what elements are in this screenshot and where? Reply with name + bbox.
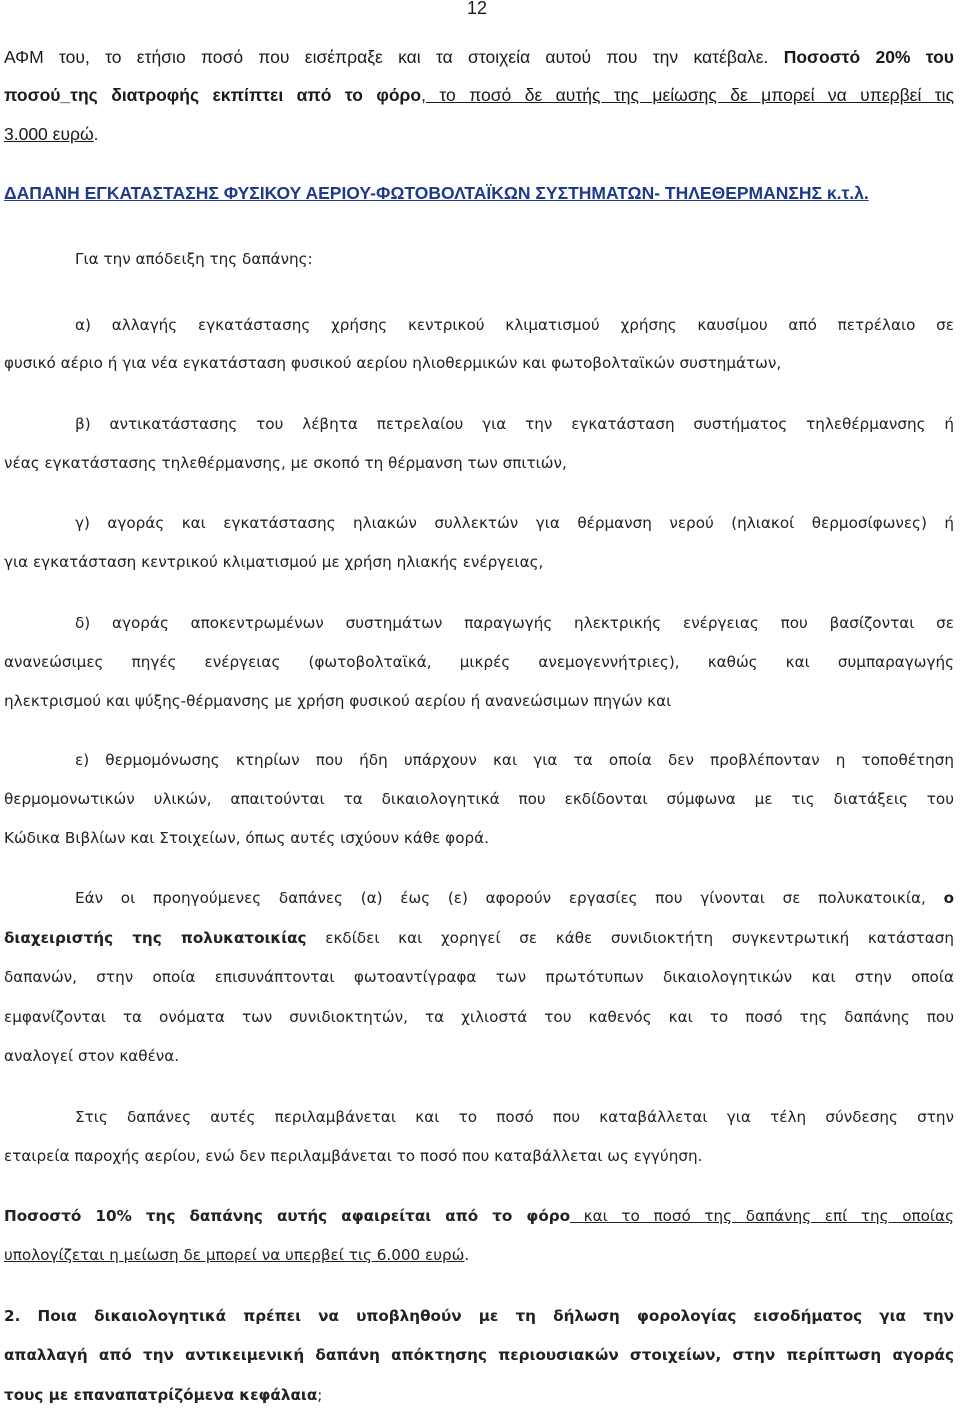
multiunit-line-2-text: εκδίδει και χορηγεί σε κάθε συνιδιοκτήτη συγκεντρωτική κατάσταση [325, 929, 954, 947]
item-a-line-1: α) αλλαγής εγκατάστασης χρήσης κεντρικού κλιματισμού χρήσης καυσίμου από πετρέλαιο σε [75, 316, 954, 334]
item-d-line-2: ανανεώσιμες πηγές ενέργειας (φωτοβολταϊκά, μικρές ανεμογεννήτριες), καθώς και συμπαραγωγής [4, 653, 954, 671]
percent10-line-2-underlined: υπολογίζεται η μείωση δε μπορεί να υπερβεί τις 6.000 ευρώ [4, 1246, 465, 1264]
multiunit-line-1 [4, 887, 954, 909]
percent10-line-1-bold: Ποσοστό 10% της δαπάνης αυτής αφαιρείται από το φόρο [4, 1207, 571, 1225]
item-e-line-3: Κώδικα Βιβλίων και Στοιχείων, όπως αυτές ισχύουν κάθε φορά. [4, 829, 489, 847]
question2-line-2: απαλλαγή από την αντικειμενική δαπάνη απόκτησης περιουσιακών στοιχείων, στην περίπτωση αγοράς [4, 1346, 954, 1364]
item-d-line-1: δ) αγοράς αποκεντρωμένων συστημάτων παραγωγής ηλεκτρικής ενέργειας που βασίζονται σε [75, 614, 954, 632]
percent10-line-1-underlined: και το ποσό της δαπάνης επί της οποίας [570, 1207, 954, 1225]
item-e-line-2: θερμομονωτικών υλικών, απαιτούνται τα δικαιολογητικά που εκδίδονται σύμφωνα με τις διατάξεις του [4, 790, 954, 808]
item-e-line-1: ε) θερμομόνωσης κτηρίων που ήδη υπάρχουν και για τα οποία δεν προβλέπονταν η τοποθέτηση [75, 751, 954, 769]
section-heading [4, 182, 954, 204]
proof-intro: Για την απόδειξη της δαπάνης: [75, 250, 313, 268]
item-b-line-1: β) αντικατάστασης του λέβητα πετρελαίου για την εγκατάσταση συστήματος τηλεθέρμανσης ή [75, 415, 954, 433]
multiunit-line-2-bold: διαχειριστής της πολυκατοικίας [4, 929, 307, 947]
multiunit-line-1-text: Εάν οι προηγούμενες δαπάνες (α) έως (ε) αφορούν εργασίες που γίνονται σε πολυκατοικία, [75, 889, 926, 907]
connection-line-1: Στις δαπάνες αυτές περιλαμβάνεται και το ποσό που καταβάλλεται για τέλη σύνδεσης στην [75, 1108, 954, 1126]
item-c-line-1: γ) αγοράς και εγκατάστασης ηλιακών συλλεκτών για θέρμανση νερού (ηλιακοί θερμοσίφωνες) ή [75, 514, 954, 532]
section-heading-text: ΔΑΠΑΝΗ ΕΓΚΑΤΑΣΤΑΣΗΣ ΦΥΣΙΚΟΥ ΑΕΡΙΟΥ-ΦΩΤΟΒΟΛΤΑΪΚΩΝ ΣΥΣΤΗΜΑΤΩΝ- ΤΗΛΕΘΕΡΜΑΝΣΗΣ κ.τ.λ. [4, 183, 869, 203]
intro-line-2 [4, 84, 954, 106]
item-d-line-3: ηλεκτρισμού και ψύξης-θέρμανσης με χρήση φυσικού αερίου ή ανανεώσιμων πηγών και [4, 692, 672, 710]
multiunit-line-1-bold: ο [943, 889, 954, 907]
intro-line-1-text: ΑΦΜ του, το ετήσιο ποσό που εισέπραξε και τα στοιχεία αυτού που την κατέβαλε. [4, 47, 769, 67]
intro-line-1-bold: Ποσοστό 20% του [783, 47, 954, 67]
question2-line-3 [4, 1384, 954, 1406]
multiunit-line-3: δαπανών, στην οποία επισυνάπτονται φωτοαντίγραφα των πρωτότυπων δικαιολογητικών και στην οποία [4, 968, 954, 986]
percent10-line-1 [4, 1205, 954, 1227]
connection-line-2: εταιρεία παροχής αερίου, ενώ δεν περιλαμβάνεται το ποσό που καταβάλλεται ως εγγύηση. [4, 1147, 703, 1165]
multiunit-line-4: εμφανίζονται τα ονόματα των συνιδιοκτητών, τα χιλιοστά του καθενός και το ποσό της δαπάνης που [4, 1008, 954, 1026]
item-c-line-2: για εγκατάσταση κεντρικού κλιματισμού με χρήση ηλιακής ενέργειας, [4, 553, 544, 571]
percent10-line-2 [4, 1244, 954, 1266]
question2-line-3-bold: τους με επαναπατρίζόμενα κεφάλαια [4, 1386, 318, 1404]
question2-line-1: 2. Ποια δικαιολογητικά πρέπει να υποβληθούν με τη δήλωση φορολογίας εισοδήματος για την [4, 1307, 954, 1325]
multiunit-line-5: αναλογεί στον καθένα. [4, 1047, 180, 1065]
item-a-line-2: φυσικό αέριο ή για νέα εγκατάσταση φυσικού αερίου ηλιοθερμικών και φωτοβολταϊκών συστημάτων, [4, 354, 782, 372]
question2-line-3-end: ; [317, 1386, 323, 1404]
intro-line-3-underlined: 3.000 ευρώ [4, 124, 94, 144]
intro-line-3-end: . [93, 124, 99, 144]
percent10-line-2-end: . [464, 1246, 470, 1264]
intro-line-2-underlined: , το ποσό δε αυτής της μείωσης δε μπορεί να υπερβεί τις [421, 85, 954, 105]
intro-line-2-bold: ποσού_της διατροφής εκπίπτει από το φόρο [4, 85, 422, 105]
intro-line-3 [4, 123, 954, 145]
item-b-line-2: νέας εγκατάστασης τηλεθέρμανσης, με σκοπό τη θέρμανση των σπιτιών, [4, 454, 567, 472]
intro-line-1 [4, 46, 954, 68]
page-number: 12 [467, 0, 488, 18]
multiunit-line-2 [4, 927, 954, 949]
